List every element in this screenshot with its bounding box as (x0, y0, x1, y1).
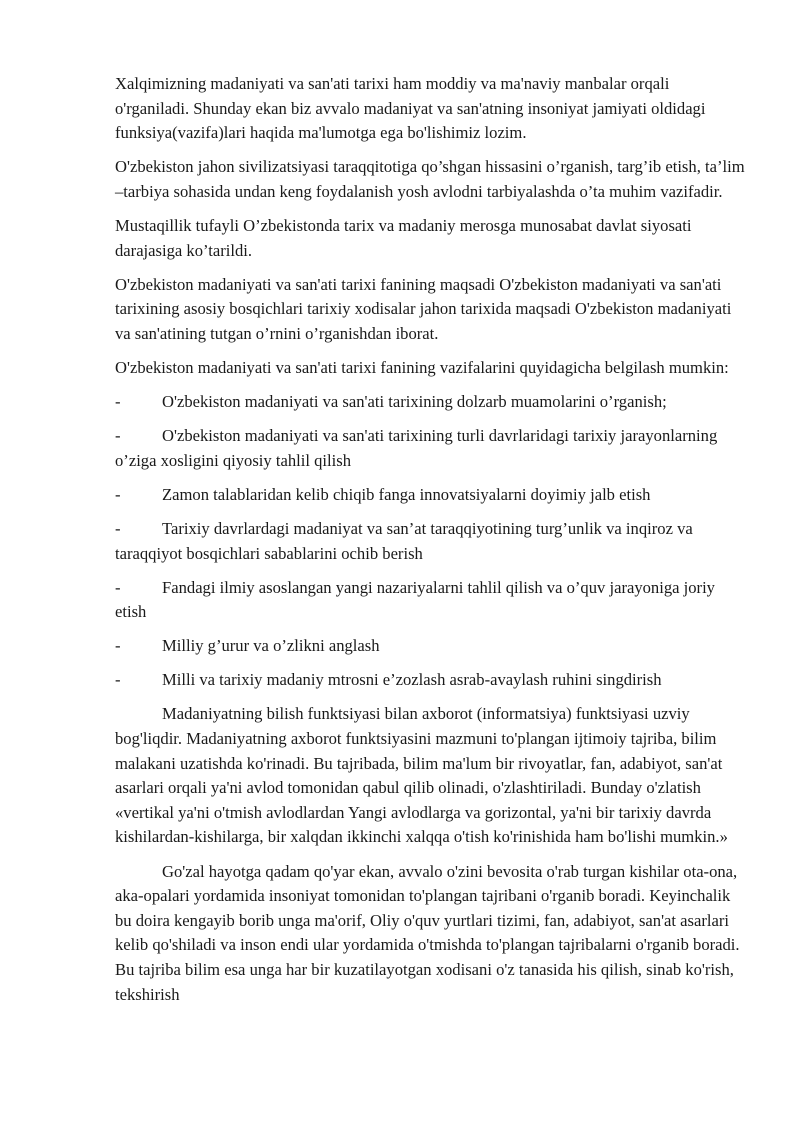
list-item-text: Fandagi ilmiy asoslangan yangi nazariyalarni tahlil qilish va o’quv jarayoniga joriy etish (115, 577, 715, 622)
paragraph: Madaniyatning bilish funktsiyasi bilan axborot (informatsiya) funktsiyasi uzviy bog'liqdir. Madaniyatning axborot funktsiyasini mazmuni to'plangan ijtimoiy tajriba, bilim malakani uzatishda ko'rinadi. Bu tajribada, bilim ma'lum bir rivoyatlar, fan, adabiyot, san'at asarlari orqali ya'ni avlod tomonidan qabul qilib olinadi, o'zlashtiriladi. Bunday o'zlatish «vertikal ya'ni o'tmish avlodlardan Yangi avlodlarga va gorizontal, ya'ni bir tarixiy davrda kishilardan-kishilarga, bir xalqdan ikkinchi xalqqa o'tish ko'rinishida ham bo'lishi mumkin.» (115, 704, 728, 847)
paragraph: Go'zal hayotga qadam qo'yar ekan, avvalo o'zini bevosita o'rab turgan kishilar ota-ona, aka-opalari yordamida insoniyat tomonidan to'plangan tajribani o'rganib boradi. Keyinchalik bu doira kengayib borib unga ma'orif, Oliy o'quv yurtlari tizimi, fan, adabiyot, san'at asarlari kelib qo'shiladi va inson endi ular yordamida o'tmishda to'plangan tajribalarni o'rganib boradi. Bu tajriba bilim esa unga har bir kuzatilayotgan xodisani o'z tanasida his qilish, sinab ko'rish, tekshirish (115, 861, 740, 1004)
list-item-text: Zamon talablaridan kelib chiqib fanga innovatsiyalarni doyimiy jalb etish (162, 484, 651, 504)
list-item (115, 483, 745, 508)
list-item-text: O'zbekiston madaniyati va san'ati tarixining turli davrlaridagi tarixiy jarayonlarning o’ziga xosligini qiyosiy tahlil qilish (115, 426, 718, 470)
list-item-text: Milli va tarixiy madaniy mtrosni e’zozlash asrab-avaylash ruhini singdirish (162, 670, 662, 690)
list-dash: - (115, 636, 121, 656)
list-dash: - (115, 484, 121, 504)
list-item-text: O'zbekiston madaniyati va san'ati tarixining dolzarb muamolarini o’rganish; (162, 392, 667, 412)
list-item-text: Tarixiy davrlardagi madaniyat va san’at taraqqiyotining turg’unlik va inqiroz va taraqqiyot bosqichlari sabablarini ochib berish (115, 518, 693, 563)
list-dash: - (115, 392, 121, 412)
list-item (115, 424, 745, 473)
list-item-text: Milliy g’urur va o’zlikni anglash (162, 636, 380, 656)
list-item (115, 668, 745, 693)
paragraph: O'zbekiston jahon sivilizatsiyasi taraqqitotiga qo’shgan hissasini o’rganish, targ’ib etish, ta’lim –tarbiya sohasida undan keng foydalanish yosh avlodni tarbiyalashda o’ta muhim vazifadir. (115, 157, 745, 201)
list-dash: - (115, 518, 121, 538)
paragraph: Xalqimizning madaniyati va san'ati tarixi ham moddiy va ma'naviy manbalar orqali o'rganiladi. Shunday ekan biz avvalo madaniyat va san'atning insoniyat jamiyati oldidagi funksiya(vazifa)lari haqida ma'lumotga ega bo'lishimiz lozim. (115, 74, 706, 143)
list-item (115, 576, 745, 625)
list-dash: - (115, 577, 121, 597)
paragraph: Mustaqillik tufayli O’zbekistonda tarix va madaniy merosga munosabat davlat siyosati darajasiga ko’tarildi. (115, 215, 692, 260)
list-dash: - (115, 670, 121, 690)
list-item (115, 634, 745, 659)
document-page (115, 72, 745, 1017)
list-dash: - (115, 426, 121, 446)
paragraph: O'zbekiston madaniyati va san'ati tarixi fanining vazifalarini quyidagicha belgilash mumkin: (115, 357, 729, 377)
paragraph: O'zbekiston madaniyati va san'ati tarixi fanining maqsadi O'zbekiston madaniyati va san'ati tarixining asosiy bosqichlari tarixiy xodisalar jahon tarixida maqsadi O'zbekiston madaniyati va san'atining tutgan o’rnini o’rganishdan iborat. (115, 274, 732, 343)
list-item (115, 390, 745, 415)
list-item (115, 517, 745, 566)
